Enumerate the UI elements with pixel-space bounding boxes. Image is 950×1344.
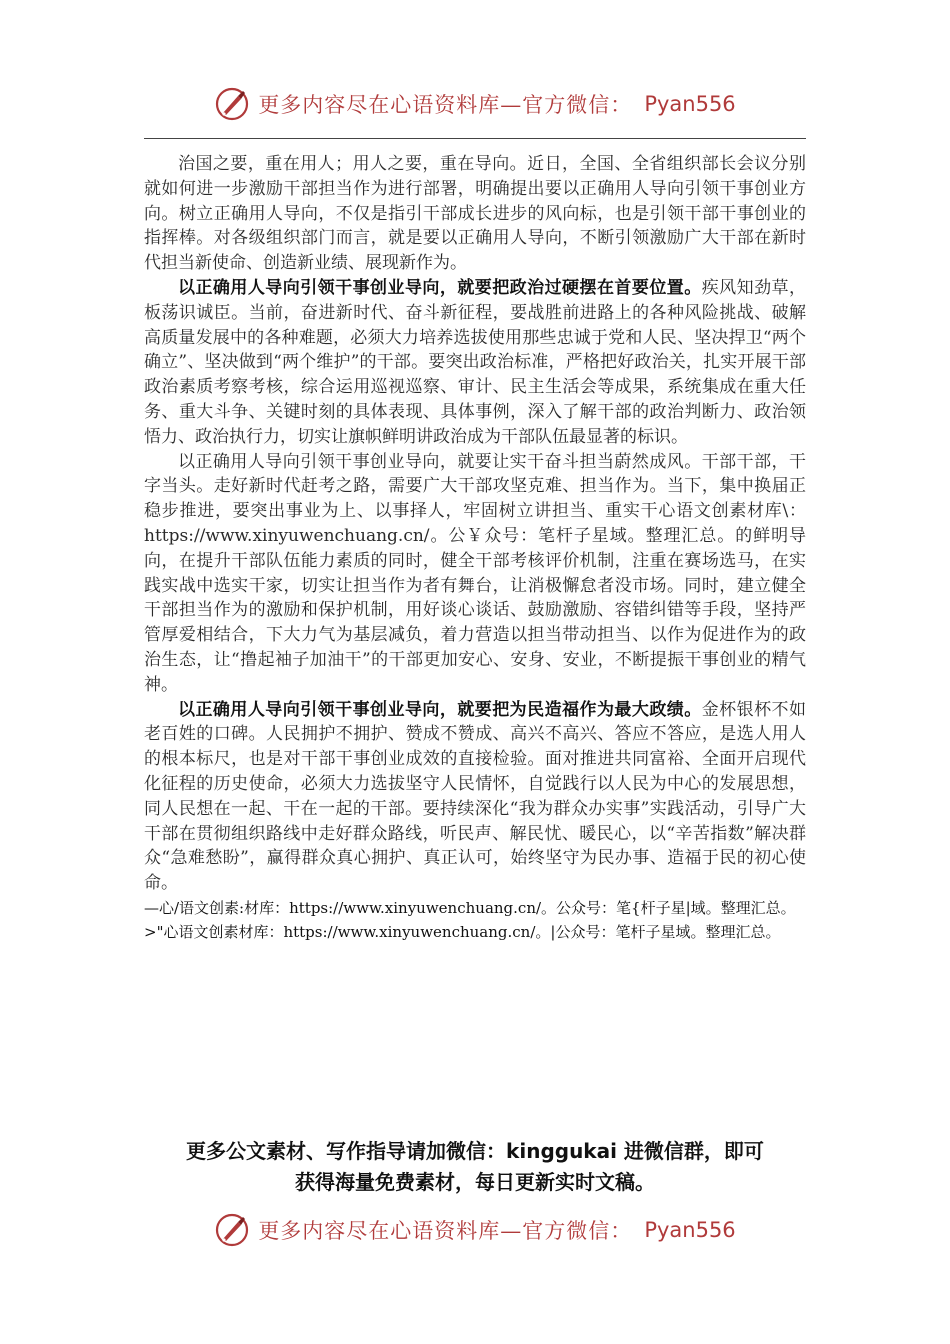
- paragraph-4-body: 金杯银杯不如老百姓的口碑。人民拥护不拥护、赞成不赞成、高兴不高兴、答应不答应，是选人用人的根本标尺，也是对干部干事创业成效的直接检验。面对推进共同富裕、全面开启现代化征程的历史使命，必须大力选拔坚守人民情怀，自觉践行以人民为中心的发展思想，同人民想在一起、干在一起的干部。要持续深化“我为群众办实事”实践活动，引导广大干部在贯彻组织路线中走好群众路线，听民声、解民忧、暖民心，以“辛苦指数”解决群众“急难愁盼”，赢得群众真心拥护、真正认可，始终坚守为民办事、造福于民的初心使命。: [144, 699, 807, 894]
- pen-logo-icon: [214, 1212, 250, 1248]
- paragraph-2-body: 疾风知劲草，板荡识诚臣。当前，奋进新时代、奋斗新征程，要战胜前进路上的各种风险挑战、破解高质量发展中的各种难题，必须大力培养选拔使用那些忠诚于党和人民、坚决捍卫“两个确立”、坚决做到“两个维护”的干部。要突出政治标准，严格把好政治关，扎实开展干部政治素质考察考核，综合运用巡视巡察、审计、民主生活会等成果，系统集成在重大任务、重大斗争、关键时刻的具体表现、具体事例，深入了解干部的政治判断力、政治领悟力、政治执行力，切实让旗帜鲜明讲政治成为干部队伍最显著的标识。: [144, 277, 807, 447]
- footer-cta-line-2: 获得海量免费素材，每日更新实时文稿。: [295, 1170, 655, 1194]
- header-banner-text: 更多内容尽在心语资料库—官方微信：: [258, 93, 633, 117]
- footer-banner: [0, 1212, 950, 1248]
- pen-logo-icon: [214, 86, 250, 122]
- header-banner: [0, 86, 950, 122]
- source-note-1: —心/语文创素:材库：https://www.xinyuwenchuang.cn/。公众号：笔{杆子星|域。整理汇总。: [144, 898, 796, 917]
- footer-wechat-id: Pyan556: [644, 1218, 736, 1242]
- article-body: [144, 152, 806, 944]
- footer-call-to-action: [0, 1136, 950, 1198]
- paragraph-2-lead: 以正确用人导向引领干事创业导向，就要把政治过硬摆在首要位置。: [178, 277, 702, 298]
- paragraph-4: [144, 698, 806, 896]
- footer-banner-text: 更多内容尽在心语资料库—官方微信：: [258, 1219, 633, 1243]
- source-note-2: >"心语文创素材库：https://www.xinyuwenchuang.cn/。|公众号：笔杆子星域。整理汇总。: [144, 922, 781, 941]
- paragraph-3: 以正确用人导向引领干事创业导向，就要让实干奋斗担当蔚然成风。干部干部，干字当头。走好新时代赶考之路，需要广大干部攻坚克难、担当作为。当下，集中换届正稳步推进，要突出事业为上、以事择人，牢固树立讲担当、重实干心语文创素材库\：https://www.xinyuwenchuang.cn/。公￥众号：笔杆子星域。整理汇总。的鲜明导向，在提升干部队伍能力素质的同时，健全干部考核评价机制，注重在赛场选马，在实践实战中选实干家，切实让担当作为者有舞台，让消极懈怠者没市场。同时，建立健全干部担当作为的激励和保护机制，用好谈心谈话、鼓励激励、容错纠错等手段，坚持严管厚爱相结合，下大力气为基层减负，着力营造以担当带动担当、以作为促进作为的政治生态，让“撸起袖子加油干”的干部更加安心、安身、安业，不断提振干事创业的精气神。: [144, 451, 806, 695]
- paragraph-2: [144, 276, 806, 450]
- header-wechat-id: Pyan556: [644, 92, 736, 116]
- header-divider: [144, 138, 806, 139]
- paragraph-4-lead: 以正确用人导向引领干事创业导向，就要把为民造福作为最大政绩。: [178, 699, 702, 720]
- footer-cta-line-1: 更多公文素材、写作指导请加微信：kinggukai 进微信群，即可: [186, 1139, 764, 1163]
- paragraph-1: 治国之要，重在用人；用人之要，重在导向。近日，全国、全省组织部长会议分别就如何进一步激励干部担当作为进行部署，明确提出要以正确用人导向引领干事创业方向。树立正确用人导向，不仅是指引干部成长进步的风向标，也是引领干部干事创业的指挥棒。对各级组织部门而言，就是要以正确用人导向，不断引领激励广大干部在新时代担当新使命、创造新业绩、展现新作为。: [144, 154, 806, 274]
